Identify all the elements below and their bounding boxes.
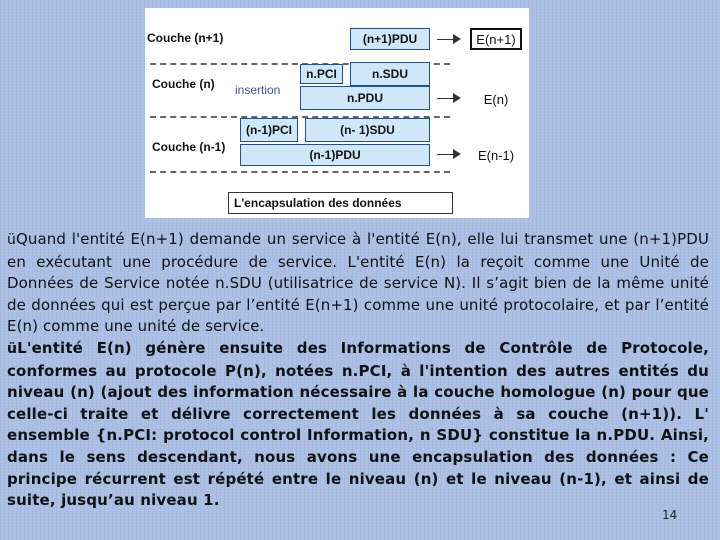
body-text <box>7 229 709 512</box>
sdu-n-minus-1-box: (n- 1)SDU <box>305 118 430 142</box>
encapsulation-diagram <box>145 8 529 218</box>
paragraph-2 <box>7 338 709 512</box>
paragraph-1 <box>7 229 709 338</box>
arrow-to-entity-n-minus-1 <box>437 154 459 155</box>
layer-label-n-minus-1: Couche (n-1) <box>152 140 226 154</box>
arrow-to-entity-n <box>437 98 459 99</box>
page-number: 14 <box>662 508 678 522</box>
entity-n-plus-1: E(n+1) <box>470 28 522 50</box>
layer-label-n: Couche (n) <box>152 77 215 91</box>
layer-label-n-plus-1: Couche (n+1) <box>147 31 224 45</box>
pci-n-minus-1-box: (n-1)PCI <box>240 118 298 142</box>
check-bullet: ü <box>7 340 18 357</box>
npci-box: n.PCI <box>300 64 343 84</box>
paragraph-1-text: Quand l'entité E(n+1) demande un service à l'entité E(n), elle lui transmet une (n+1)PDU en exécutant une procédure de service. L'entité E(n) la reçoit comme une Unité de Données de Service notée n.SDU (utilisatrice de service N). Il s’agit bien de la même unité de données qui est perçue par l’entité E(n+1) comme une unité protocolaire, et par l’entité E(n) comme une unité de service. <box>7 230 709 336</box>
diagram-caption: L'encapsulation des données <box>228 192 453 214</box>
layer-divider <box>150 171 450 173</box>
nsdu-box: n.SDU <box>350 62 430 86</box>
insertion-label: insertion <box>235 83 281 97</box>
entity-n: E(n) <box>483 91 509 107</box>
entity-n-minus-1: E(n-1) <box>477 147 515 163</box>
arrow-to-entity-n-plus-1 <box>437 39 459 40</box>
pdu-n-minus-1-box: (n-1)PDU <box>240 144 430 166</box>
npdu-box: n.PDU <box>300 86 430 110</box>
paragraph-2-text: L'entité E(n) génère ensuite des Informations de Contrôle de Protocole, conformes au protocole P(n), notées n.PCI, à l'intention des autres entités du niveau (n) (ajout des information nécessaire à la couche homologue (n) pour que celle-ci traite et délivre correctement les données à sa couche (n+1)). L' ensemble {n.PCI: protocol control Information, n SDU} constitue la n.PDU. Ainsi, dans le sens descendant, nous avons une encapsulation des données : Ce principe récurrent est répété entre le niveau (n) et le niveau (n-1), et ainsi de suite, jusqu’au niveau 1. <box>7 338 709 510</box>
check-bullet: ü <box>7 232 16 248</box>
pdu-n-plus-1-box: (n+1)PDU <box>350 28 430 50</box>
